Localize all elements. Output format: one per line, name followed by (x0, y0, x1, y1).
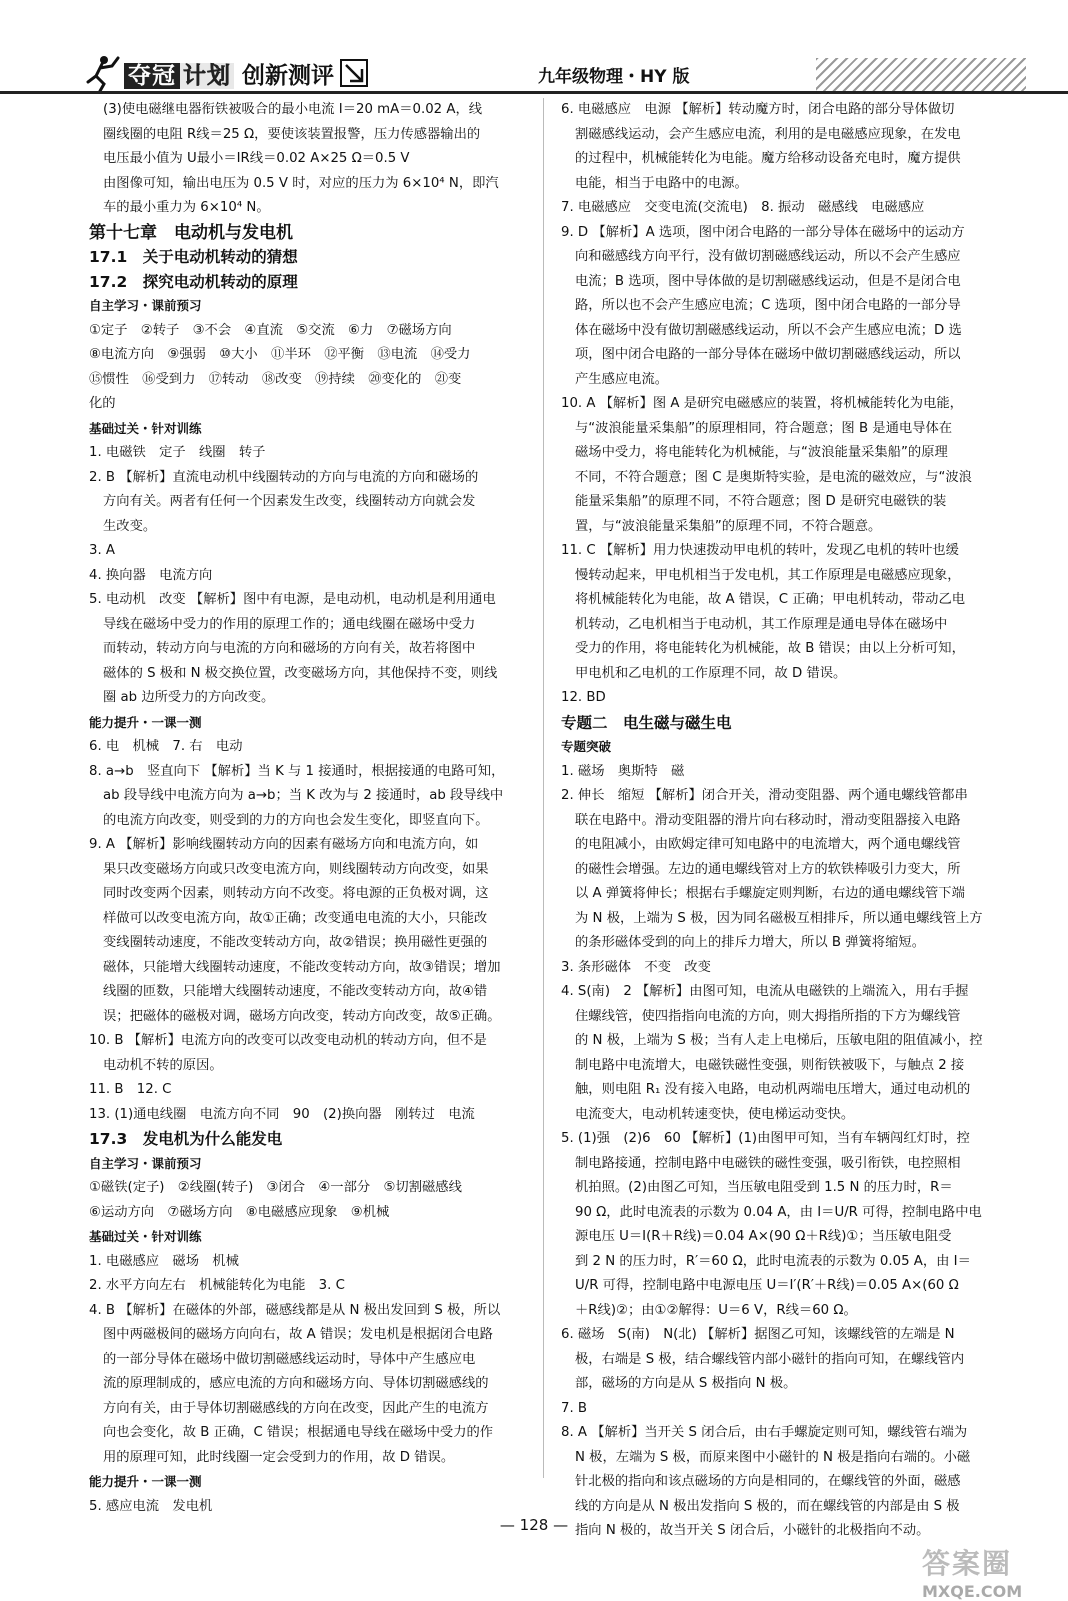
answer-line: ⑥运动方向 ⑦磁场方向 ⑧电磁感应现象 ⑨机械 (89, 1204, 390, 1220)
answer-line: 样做可以改变电流方向，故①正确；改变通电电流的大小，只能改 (103, 910, 488, 926)
answer-line: 车的最小重力为 6×10⁴ N。 (103, 200, 270, 215)
answer-line: 甲电机和乙电机的工作原理不同，故 D 错误。 (575, 665, 847, 681)
header-decoration (816, 58, 1026, 92)
answer-line: 为 N 极，上端为 S 极，因为同名磁极互相排斥，所以通电螺线管上方 (575, 910, 983, 926)
answer-line: 受力的作用，将电能转化为机械能，故 B 错误；由以上分析可知， (575, 641, 965, 656)
answer-line: 电流；B 选项，图中导体做的是切割磁感线运动，但是不是闭合电 (575, 273, 961, 289)
answer-line: 以 A 弹簧将伸长；根据右手螺旋定则判断，右边的通电螺线管下端 (575, 886, 965, 901)
answer-line: 联在电路中。滑动变阻器的滑片向右移动时，滑动变阻器接入电路 (575, 812, 961, 828)
brand-logo (84, 54, 368, 92)
logo-text-1: 夺冠 (124, 63, 180, 89)
answer-line: 线的方向是从 N 极出发指向 S 极的，而在螺线管的内部是由 S 极 (575, 1498, 960, 1514)
answer-line: U/R 可得，控制电路中电源电压 U＝I′(R′＋R线)＝0.05 A×(60 Ω (575, 1278, 959, 1293)
answer-line: 3. A (89, 543, 116, 558)
answer-line: 能量采集船”的原理不同，不符合题意；图 D 是研究电磁铁的装 (575, 494, 947, 509)
answer-line: 90 Ω，此时电流表的示数为 0.04 A，由 I＝U/R 可得，控制电路中电 (575, 1204, 982, 1220)
answer-line: 13. (1)通电线圈 电流方向不同 90 (2)换向器 刚转过 电流 (89, 1106, 475, 1122)
answer-line: 电动机不转的原因。 (103, 1057, 223, 1073)
answer-line: 用的原理可知，此时线圈一定会受到力的作用，故 D 错误。 (103, 1449, 455, 1465)
answer-line: 5. (1)强 (2)6 60 【解析】(1)由图甲可知，当有车辆闯红灯时，控 (561, 1131, 970, 1146)
answer-line: 磁场中受力，将电能转化为机械能，与“波浪能量采集船”的原理 (575, 445, 948, 460)
answer-line: 流的原理制成的，感应电流的方向和磁场方向、导体切割磁感线的 (103, 1376, 489, 1391)
page-title: 九年级物理・HY 版 (538, 67, 690, 87)
answer-line: 4. 换向器 电流方向 (89, 567, 213, 583)
section-heading: 17.3 发电机为什么能发电 (89, 1130, 283, 1148)
answer-line: 导线在磁场中受力的作用的原理工作的；通电线圈在磁场中受力 (103, 616, 476, 632)
answer-line: 磁体，只能增大线圈转动速度，不能改变转动方向，故③错误；增加 (103, 959, 501, 975)
subsection-label: 专题突破 (561, 739, 612, 754)
answer-line: 的条形磁体受到的向上的排斥力增大，所以 B 弹簧将缩短。 (575, 935, 925, 950)
answer-line: ①磁铁(定子) ②线圈(转子) ③闭合 ④一部分 ⑤切割磁感线 (89, 1180, 462, 1195)
answer-line: 机转动，乙电机相当于电动机，其工作原理是通电导体在磁场中 (575, 616, 948, 632)
answer-line: 住螺线管，使四指指向电流的方向，则大拇指所指的下方为螺线管 (575, 1008, 961, 1024)
answer-line: 6. 电 机械 7. 右 电动 (89, 739, 243, 754)
subsection-label: 自主学习・课前预习 (89, 1155, 202, 1171)
answer-line: 2. 水平方向左右 机械能转化为电能 3. C (89, 1278, 345, 1293)
answer-line: 产生感应电流。 (575, 371, 669, 387)
answer-line: 的电流方向改变，则受到的力的方向也会发生变化，即竖直向下。 (103, 812, 489, 828)
answer-line: ⑮惯性 ⑯受到力 ⑰转动 ⑱改变 ⑲持续 ⑳变化的 ㉑变 (89, 371, 462, 387)
answer-line: 圈 ab 边所受力的方向改变。 (103, 690, 275, 705)
subsection-label: 基础过关・针对训练 (89, 420, 202, 436)
answer-line: 6. 电磁感应 电源 【解析】转动魔方时，闭合电路的部分导体做切 (561, 102, 955, 117)
answer-line: 11. C 【解析】用力快速拨动甲电机的转叶，发现乙电机的转叶也缓 (561, 543, 959, 558)
answer-line: 图中两磁极间的磁场方向向右，故 A 错误；发电机是根据闭合电路 (103, 1327, 493, 1342)
answer-line: 8. A 【解析】当开关 S 闭合后，由右手螺旋定则可知，螺线管右端为 (561, 1425, 968, 1440)
answer-line: 体在磁场中没有做切割磁感线运动，所以不会产生感应电流；D 选 (575, 322, 962, 338)
answer-line: 的电阻减小，由欧姆定律可知电路中的电流增大，两个通电螺线管 (575, 837, 961, 852)
answer-line: 极，右端是 S 极，结合螺线管内部小磁针的指向可知，在螺线管内 (575, 1351, 965, 1367)
logo-subtitle: 创新测评 (242, 62, 334, 89)
subsection-label: 能力提升・一课一测 (89, 714, 202, 730)
answer-line: 9. D 【解析】A 选项，图中闭合电路的一部分导体在磁场中的运动方 (561, 224, 965, 240)
answer-line: 1. 电磁铁 定子 线圈 转子 (89, 445, 266, 460)
answer-line: 10. B 【解析】电流方向的改变可以改变电动机的转动方向，但不是 (89, 1033, 487, 1048)
section-heading: 17.2 探究电动机转动的原理 (89, 272, 298, 291)
answer-line: N 极，左端为 S 极，而原来图中小磁针的 N 极是指向右端的。小磁 (575, 1449, 971, 1465)
page-number: — 128 — (499, 1516, 569, 1534)
answer-line: 制电路中电流增大，电磁铁磁性变强，则衔铁被吸下，与触点 2 接 (575, 1057, 965, 1073)
answer-line: 将机械能转化为电能，故 A 错误，C 正确；甲电机转动，带动乙电 (575, 592, 966, 607)
answer-line: 生改变。 (103, 518, 157, 534)
answer-line: 2. 伸长 缩短 【解析】闭合开关，滑动变阻器、两个通电螺线管都串 (561, 788, 968, 803)
runner-icon (84, 54, 120, 92)
logo-title (124, 57, 234, 90)
right-column (561, 98, 996, 1544)
answer-line: 磁体的 S 极和 N 极交换位置，改变磁场方向，其他保持不变，则线 (103, 665, 498, 681)
answer-line: 到 2 N 的压力时，R′＝60 Ω，此时电流表的示数为 0.05 A，由 I＝ (575, 1253, 971, 1269)
section-heading: 17.1 关于电动机转动的猜想 (89, 248, 298, 266)
answer-line: ＋R线)②；由①②解得：U＝6 V，R线＝60 Ω。 (575, 1302, 857, 1318)
subsection-label: 自主学习・课前预习 (89, 298, 202, 313)
answer-line: 11. B 12. C (89, 1082, 172, 1097)
answer-line: 圈线圈的电阻 R线＝25 Ω，要使该装置报警，压力传感器输出的 (103, 126, 481, 142)
answer-line: 触，则电阻 R₁ 没有接入电路，电动机两端电压增大，通过电动机的 (575, 1082, 971, 1097)
check-mark-icon (340, 59, 368, 87)
answer-line: 置，与“波浪能量采集船”的原理不同，不符合题意。 (575, 518, 882, 534)
answer-line: 果只改变磁场方向或只改变电流方向，则线圈转动方向改变，如果 (103, 861, 489, 877)
answer-line: 的过程中，机械能转化为电能。魔方给移动设备充电时，魔方提供 (575, 151, 961, 166)
answer-line: 误；把磁体的磁极对调，磁场方向改变，转动方向改变，故⑤正确。 (103, 1008, 501, 1024)
subsection-label: 能力提升・一课一测 (89, 1474, 202, 1489)
answer-line: 路，所以也不会产生感应电流；C 选项，图中闭合电路的一部分导 (575, 298, 961, 313)
answer-line: 9. A 【解析】影响线圈转动方向的因素有磁场方向和电流方向，如 (89, 837, 479, 852)
answer-line: 5. 电动机 改变 【解析】图中有电源，是电动机，电动机是利用通电 (89, 592, 496, 607)
answer-line: 5. 感应电流 发电机 (89, 1498, 213, 1514)
answer-line: 方向有关，由于导体切割磁感线的方向在改变，因此产生的电流方 (103, 1400, 489, 1416)
header-rule (0, 91, 1068, 94)
chapter-heading: 第十七章 电动机与发电机 (89, 222, 293, 243)
answer-line: (3)使电磁继电器衔铁被吸合的最小电流 I＝20 mA＝0.02 A，线 (103, 102, 483, 117)
answer-line: 向也会变化，故 B 正确，C 错误；根据通电导线在磁场中受力的作 (103, 1425, 494, 1440)
answer-line: 机拍照。(2)由图乙可知，当压敏电阻受到 1.5 N 的压力时，R＝ (575, 1180, 953, 1195)
answer-line: 8. a→b 竖直向下 【解析】当 K 与 1 接通时，根据接通的电路可知， (89, 763, 505, 779)
answer-line: 4. S(南) 2 【解析】由图可知，电流从电磁铁的上端流入，用右手握 (561, 984, 969, 999)
answer-line: 慢转动起来，甲电机相当于发电机，其工作原理是电磁感应现象， (575, 567, 961, 583)
column-divider (543, 98, 544, 1478)
page-header (0, 0, 1068, 100)
answer-line: 4. B 【解析】在磁体的外部，磁感线都是从 N 极出发回到 S 极，所以 (89, 1302, 501, 1318)
answer-line: 制电路接通，控制电路中电磁铁的磁性变强，吸引衔铁，电控照相 (575, 1155, 961, 1171)
answer-line: ①定子 ②转子 ③不会 ④直流 ⑤交流 ⑥力 ⑦磁场方向 (89, 322, 452, 338)
answer-line: 的 N 极，上端为 S 极；当有人走上电梯后，压敏电阻的阻值减小，控 (575, 1033, 983, 1048)
answer-line: 12. BD (561, 690, 606, 705)
answer-line: 7. 电磁感应 交变电流(交流电) 8. 振动 磁感线 电磁感应 (561, 200, 925, 215)
answer-line: 化的 (89, 396, 116, 411)
answer-line: 源电压 U＝I(R＋R线)＝0.04 A×(90 Ω＋R线)①；当压敏电阻受 (575, 1229, 952, 1244)
answer-line: 同时改变两个因素，则转动方向不改变。将电源的正负极对调，这 (103, 886, 489, 901)
left-column (89, 98, 524, 1519)
answer-line: ⑧电流方向 ⑨强弱 ⑩大小 ⑪半环 ⑫平衡 ⑬电流 ⑭受力 (89, 347, 471, 362)
answer-line: 的一部分导体在磁场中做切割磁感线运动时，导体中产生感应电 (103, 1351, 476, 1367)
answer-line: 而转动，转动方向与电流的方向和磁场的方向有关，故若将图中 (103, 641, 476, 656)
answer-line: 变线圈转动速度，不能改变转动方向，故②错误；换用磁性更强的 (103, 935, 488, 950)
answer-line: 由图像可知，输出电压为 0.5 V 时，对应的压力为 6×10⁴ N，即汽 (103, 175, 499, 191)
answer-line: 2. B 【解析】直流电动机中线圈转动的方向与电流的方向和磁场的 (89, 469, 479, 485)
answer-line: 电流变大，电动机转速变快，使电梯运动变快。 (575, 1106, 855, 1122)
answer-line: 割磁感线运动，会产生感应电流，利用的是电磁感应现象，在发电 (575, 126, 961, 142)
answer-line: 的磁性会增强。左边的通电螺线管对上方的软铁棒吸引力变大，所 (575, 861, 961, 877)
watermark-logo: 答案圈 MXQE.COM (922, 1547, 1023, 1601)
answer-line: 指向 N 极的，故当开关 S 闭合后，小磁针的北极指向不动。 (575, 1523, 930, 1538)
answer-line: 方向有关。两者有任何一个因素发生改变，线圈转动方向就会发 (103, 494, 476, 509)
answer-line: 不同，不符合题意；图 C 是奥斯特实验，是电流的磁效应，与“波浪 (575, 469, 972, 485)
answer-line: ab 段导线中电流方向为 a→b；当 K 改为与 2 接通时，ab 段导线中 (103, 788, 504, 803)
answer-line: 6. 磁场 S(南) N(北) 【解析】据图乙可知，该螺线管的左端是 N (561, 1327, 955, 1342)
answer-line: 1. 电磁感应 磁场 机械 (89, 1253, 239, 1269)
answer-line: 针北极的指向和该点磁场的方向是相同的，在螺线管的外面，磁感 (575, 1474, 961, 1489)
answer-line: 10. A 【解析】图 A 是研究电磁感应的装置，将机械能转化为电能， (561, 396, 963, 411)
section-heading: 专题二 电生磁与磁生电 (561, 713, 732, 732)
answer-line: 项，图中闭合电路的一部分导体在磁场中做切割磁感线运动，所以 (575, 347, 961, 362)
answer-line: 电能，相当于电路中的电源。 (575, 175, 748, 191)
answer-line: 部，磁场的方向是从 S 极指向 N 极。 (575, 1376, 797, 1391)
answer-line: 3. 条形磁体 不变 改变 (561, 959, 711, 975)
answer-line: 1. 磁场 奥斯特 磁 (561, 763, 685, 779)
answer-line: 电压最小值为 U最小＝IR线＝0.02 A×25 Ω＝0.5 V (103, 151, 410, 166)
subsection-label: 基础过关・针对训练 (89, 1229, 202, 1244)
answer-line: 7. B (561, 1400, 588, 1416)
answer-line: 向和磁感线方向平行，没有做切割磁感线运动，所以不会产生感应 (575, 249, 961, 264)
logo-text-2: 计划 (180, 63, 234, 89)
answer-line: 线圈的匝数，只能增大线圈转动速度，不能改变转动方向，故④错 (103, 984, 488, 999)
answer-line: 与“波浪能量采集船”的原理相同，符合题意；图 B 是通电导体在 (575, 420, 953, 436)
